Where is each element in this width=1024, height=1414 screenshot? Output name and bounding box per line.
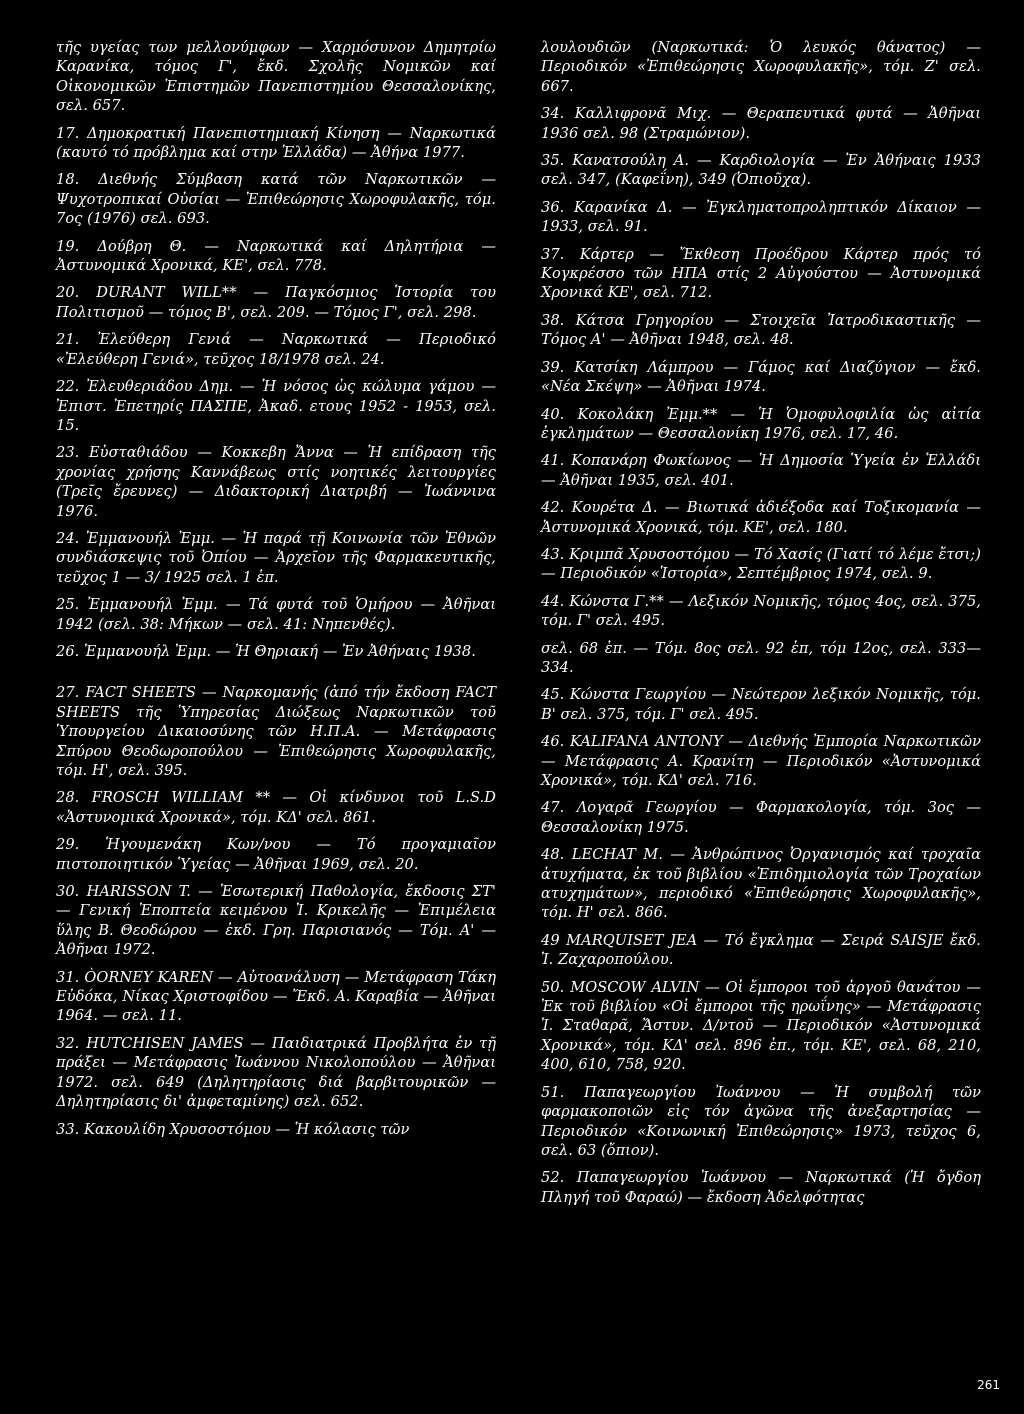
bibliography-entry-47: 47. Λογαρᾶ Γεωργίου — Φαρμακολογία, τόμ. 3ος — Θεσσαλονίκη 1975. [541,799,981,836]
right-column [541,38,981,1215]
bibliography-entry-52: 52. Παπαγεωργίου Ἰωάννου — Ναρκωτικά (Ἡ ὄγδοη Πληγή τοῦ Φαραώ) — ἔκδοση Ἀδελφότητας [541,1169,981,1206]
bibliography-entry-42: 42. Κουρέτα Δ. — Βιωτικά ἀδιέξοδα καί Τοξικομανία — Ἀστυνομικά Χρονικά, τόμ. ΚΕ', σελ. 180. [541,499,981,536]
bibliography-entry-26: 26. Ἐμμανουήλ Ἐμμ. — Ἡ Θηριακή — Ἐν Ἀθήναις 1938. [56,642,476,660]
bibliography-entry-29: 29. Ἡγουμενάκη Κων/νου — Τό προγαμιαῖον πιστοποιητικόν Ὑγείας — Ἀθῆναι 1969, σελ. 20. [56,836,496,873]
bibliography-entry-39: 39. Κατσίκη Λάμπρου — Γάμος καί Διαζύγιον — ἔκδ. «Νέα Σκέψη» — Ἀθῆναι 1974. [541,358,981,396]
bibliography-entry-36: 36. Καρανίκα Δ. — Ἐγκληματοπροληπτικόν Δίκαιον — 1933, σελ. 91. [541,198,981,236]
bibliography-entry-44-continued: σελ. 68 ἑπ. — Τόμ. 8ος σελ. 92 ἑπ, τόμ 12ος, σελ. 333—334. [541,639,981,676]
bibliography-entry-31: 31. ÒORNEY KAREN — Αὐτοανάλυση — Μετάφραση Τάκη Εὐδόκα, Νίκας Χριστοφίδου — Ἔκδ. Α. Καραβία — Ἀθῆναι 1964. — σελ. 11. [56,968,496,1025]
bibliography-entry-34: 34. Καλλιφρονᾶ Μιχ. — Θεραπευτικά φυτά — Ἀθῆναι 1936 σελ. 98 (Στραμώνιον). [541,105,981,142]
bibliography-entry-20: 20. DURANT WILL** — Παγκόσμιος Ἱστορία του Πολιτισμοῦ — τόμος Β', σελ. 209. — Τόμος Γ', σελ. 298. [56,284,496,321]
bibliography-entry-24: 24. Ἐμμανουήλ Ἐμμ. — Ἡ παρά τῇ Κοινωνία τῶν Ἐθνῶν συνδιάσκεψις τοῦ Ὀπίου — Ἀρχεῖον τῆς Φαρμακευτικῆς, τεῦχος 1 — 3/ 1925 σελ. 1 ἑπ. [56,529,496,586]
bibliography-entry-40: 40. Κοκολάκη Ἐμμ.** — Ἡ Ὁμοφυλοφιλία ὡς αἰτία ἐγκλημάτων — Θεσσαλονίκη 1976, σελ. 17, 46. [541,405,981,442]
bibliography-entry-22: 22. Ἐλευθεριάδου Δημ. — Ἡ νόσος ὡς κώλυμα γάμου — Ἐπιστ. Ἐπετηρίς ΠΑΣΠΕ, Ἀκαδ. ετους 1952 - 1953, σελ. 15. [56,378,496,434]
bibliography-entry-35: 35. Κανατσούλη Α. — Καρδιολογία — Ἐν Ἀθήναις 1933 σελ. 347, (Καφεΐνη), 349 (Ὀπιοῦχα). [541,152,981,189]
bibliography-entry-51: 51. Παπαγεωργίου Ἰωάννου — Ἡ συμβολή τῶν φαρμακοποιῶν εἰς τόν ἀγῶνα τῆς ἀνεξαρτησίας — Περιοδικόν «Κοινωνική Ἐπιθεώρησις» 1973, τεῦχος 6, σελ. 63 (ὄπιον). [541,1083,981,1159]
bibliography-entry-21: 21. Ἐλεύθερη Γενιά — Ναρκωτικά — Περιοδικό «Ἐλεύθερη Γενιά», τεῦχος 18/1978 σελ. 24. [56,331,496,368]
bibliography-entry-43: 43. Κριμπᾶ Χρυσοστόμου — Τό Χασίς (Γιατί τό λέμε ἔτσι;) — Περιοδικόν «Ἱστορία», Σεπτέμβριος 1974, σελ. 9. [541,545,981,583]
bibliography-entry-37: 37. Κάρτερ — Ἔκθεση Προέδρου Κάρτερ πρός τό Κογκρέσσο τῶν ΗΠΑ στίς 2 Αὐγούστου — Ἀστυνομικά Χρονικά ΚΕ', σελ. 712. [541,245,981,302]
bibliography-entry-50: 50. MOSCOW ALVIN — Οἱ ἔμποροι τοῦ ἀργοῦ θανάτου — Ἐκ τοῦ βιβλίου «Οἱ ἔμποροι τῆς ηρωΐνης» — Μετάφρασις Ἰ. Σταθαρᾶ, Ἄστυν. Δ/ντοῦ — Περιοδικόν «Ἀστυνομικά Χρονικά», τόμ. ΚΔ' σελ. 896 ἑπ., τόμ. ΚΕ', σελ. 68, 210, 400, 610, 758, 920. [541,978,981,1074]
bibliography-entry-27: 27. FACT SHEETS — Ναρκομανής (ἀπό τήν ἔκδοση FACT SHEETS τῆς Ὑπηρεσίας Διώξεως Ναρκωτικῶν τοῦ Ὑπουργείου Δικαιοσύνης τῶν Η.Π.Α. — Μετάφρασις Σπύρου Θεοδωροπούλου — Ἐπιθεώρησις Χωροφυλακῆς, τόμ. Η', σελ. 395. [56,684,496,779]
bibliography-entry-38: 38. Κάτσα Γρηγορίου — Στοιχεῖα Ἰατροδικαστικῆς — Τόμος Α' — Ἀθῆναι 1948, σελ. 48. [541,311,981,349]
bibliography-entry-18: 18. Διεθνής Σύμβαση κατά τῶν Ναρκωτικῶν — Ψυχοτροπικαί Οὐσίαι — Ἐπιθεώρησις Χωροφυλακῆς, τόμ. 7ος (1976) σελ. 693. [56,171,496,228]
bibliography-entry-46: 46. KALIFANA ANTONY — Διεθνής Ἐμπορία Ναρκωτικῶν — Μετάφρασις Α. Κρανίτη — Περιοδικόν «Ἀστυνομικά Χρονικά», τόμ. ΚΔ' σελ. 716. [541,733,981,789]
bibliography-entry-30: 30. HARISSON T. — Ἐσωτερική Παθολογία, ἔκδοσις ΣΤ' — Γενική Ἐποπτεία κειμένου Ἰ. Κρικελῆς — Ἐπιμέλεια ὕλης Β. Θεοδώρου — ἐκδ. Γρη. Παρισιανός — Τόμ. Α' — Ἀθῆναι 1972. [56,883,496,959]
bibliography-entry-28: 28. FROSCH WILLIAM ** — Οἱ κίνδυνοι τοῦ L.S.D «Ἀστυνομικά Χρονικά», τόμ. ΚΔ' σελ. 861. [56,789,496,826]
page-number: 261 [977,1378,1000,1392]
bibliography-entry-41: 41. Κοπανάρη Φωκίωνος — Ἡ Δημοσία Ὑγεία ἐν Ἑλλάδι — Ἀθῆναι 1935, σελ. 401. [541,452,981,489]
bibliography-entry-45: 45. Κώνστα Γεωργίου — Νεώτερον λεξικόν Νομικῆς, τόμ. Β' σελ. 375, τόμ. Γ' σελ. 495. [541,686,981,723]
bibliography-entry-44: 44. Κώνστα Γ.** — Λεξικόν Νομικῆς, τόμος 4ος, σελ. 375, τόμ. Γ' σελ. 495. [541,592,981,630]
bibliography-entry-continued: τῆς υγείας των μελλονύμφων — Χαρμόσυνον Δημητρίω Καρανίκα, τόμος Γ', ἔκδ. Σχολῆς Νομικῶν καί Οἰκονομικῶν Ἐπιστημῶν Πανεπιστημίου Θεσσαλονίκης, σελ. 657. [56,39,496,115]
bibliography-entry-25: 25. Ἐμμανουήλ Ἐμμ. — Τά φυτά τοῦ Ὁμήρου — Ἀθῆναι 1942 (σελ. 38: Μήκων — σελ. 41: Νηπενθές). [56,596,496,633]
bibliography-entry-17: 17. Δημοκρατική Πανεπιστημιακή Κίνηση — Ναρκωτικά (καυτό τό πρόβλημα καί στην Ἑλλάδα) — Ἀθήνα 1977. [56,124,496,162]
bibliography-entry-19: 19. Δούβρη Θ. — Ναρκωτικά καί Δηλητήρια — Ἀστυνομικά Χρονικά, ΚΕ', σελ. 778. [56,237,496,275]
bibliography-entry-33: 33. Κακουλίδη Χρυσοστόμου — Ἡ κόλασις τῶν [56,1120,410,1138]
bibliography-entry-49: 49 MARQUISET JEA — Τό ἔγκλημα — Σειρά SAISJE ἔκδ. Ἰ. Ζαχαροπούλου. [541,931,981,969]
left-column [56,38,496,1147]
bibliography-entry-33-continued: λουλουδιῶν (Ναρκωτικά: Ὁ λευκός θάνατος) — Περιοδικόν «Ἐπιθεώρησις Χωροφυλακῆς», τόμ. Ζ' σελ. 667. [541,39,981,95]
bibliography-entry-23: 23. Εὐσταθιάδου — Κοκκεβη Ἄννα — Ἡ επίδραση τῆς χρονίας χρήσης Καννάβεως στίς νοητικές λειτουργίες (Τρεῖς ἔρευνες) — Διδακτορική Διατριβή — Ἰωάννινα 1976. [56,444,496,520]
bibliography-entry-32: 32. HUTCHISEN JAMES — Παιδιατρικά Προβλήτα ἐν τῇ πράξει — Μετάφρασις Ἰωάννου Νικολοπούλου — Ἀθῆναι 1972. σελ. 649 (Δηλητηρίασις διά βαρβιτουρικῶν — Δηλητηρίασις δι' ἀμφεταμίνης) σελ. 652. [56,1034,496,1111]
bibliography-entry-48: 48. LECHAT M. — Ἀνθρώπινος Ὀργανισμός καί τροχαῖα ἀτυχήματα, ἐκ τοῦ βιβλίου «Ἐπιδημιολογία τῶν Τροχαίων ατυχημάτων», περιοδικό «Ἐπιθεώρησις Χωροφυλακῆς», τόμ. Η' σελ. 866. [541,846,981,922]
